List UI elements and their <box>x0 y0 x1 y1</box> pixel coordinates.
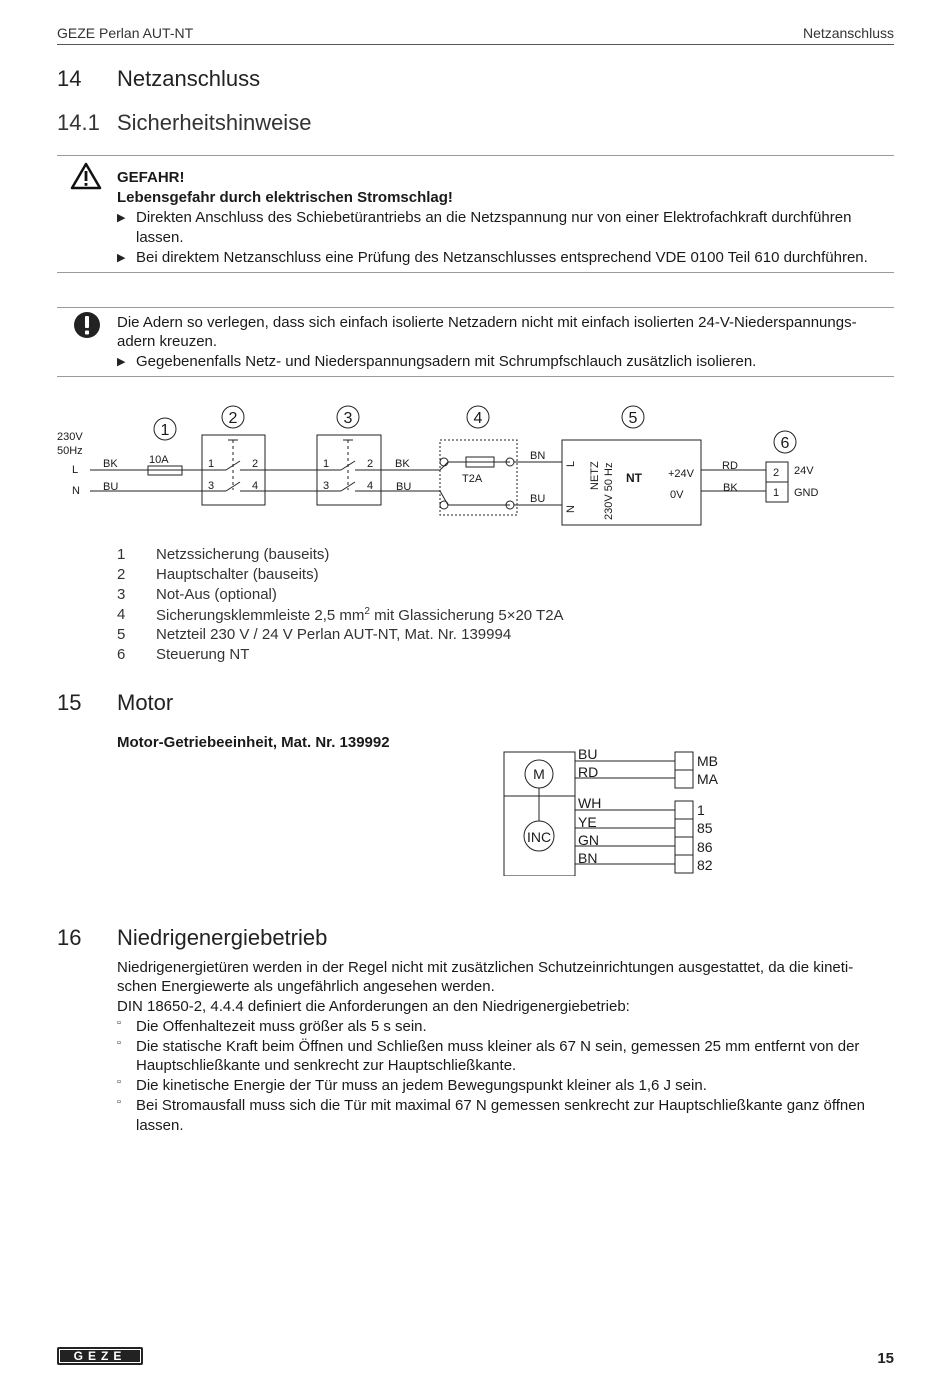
section-15-title: Motor <box>117 690 174 715</box>
notice-bottom-rule <box>57 376 894 377</box>
psu-plus24v-label: +24V <box>668 468 694 480</box>
control-terminal-1: 1 <box>773 487 780 499</box>
marker-4: 4 <box>473 410 483 427</box>
section-16-bullet-2-line-1: Die statische Kraft beim Öffnen und Schließen muss kleiner als 67 N sein, gemessen 25 mm entfernt von der <box>136 1038 860 1055</box>
switch-3-terminal-4: 4 <box>367 480 374 492</box>
motor-terminal-label: 1 <box>697 802 705 818</box>
page-number: 15 <box>877 1350 894 1367</box>
legend-number: 1 <box>117 546 126 563</box>
section-16-title: Niedrigenergiebetrieb <box>117 925 328 950</box>
danger-bullet-1-line-2: lassen. <box>136 229 184 246</box>
section-16-bullet-2-line-2: Hauptschließkante und senkrecht zur Hauptschließkante. <box>136 1057 517 1074</box>
section-16-paragraph-1-line-1: Niedrigenergietüren werden in der Regel nicht mit zusätzlichen Schutzeinrichtungen ausgestattet, da die kineti- <box>117 959 854 976</box>
header-left: GEZE Perlan AUT-NT <box>57 25 194 41</box>
legend-text: Steuerung NT <box>156 646 250 663</box>
motor-diagram <box>500 746 730 876</box>
motor-M-label: M <box>533 766 545 782</box>
legend-text: Netzssicherung (bauseits) <box>156 546 330 563</box>
section-14-number: 14 <box>57 66 82 91</box>
legend-text: Netzteil 230 V / 24 V Perlan AUT-NT, Mat. Nr. 139994 <box>156 626 512 643</box>
legend-text: Not-Aus (optional) <box>156 586 277 603</box>
danger-bullet-1-line-1: Direkten Anschluss des Schiebetürantriebs an die Netzspannung nur von einer Elektrofachkraft durchführen <box>136 209 852 226</box>
section-16-bullet-4-line-1: Bei Stromausfall muss sich die Tür mit maximal 67 N gemessen senkrecht zur Hauptschließkante ganz öffnen <box>136 1097 865 1114</box>
supply-frequency-label: 50Hz <box>57 445 83 457</box>
section-16-number: 16 <box>57 925 82 950</box>
supply-voltage-label: 230V <box>57 431 83 443</box>
square-bullet-icon: ▫ <box>117 1017 121 1029</box>
header-rule <box>57 44 894 45</box>
motor-wire-label: YE <box>578 814 597 830</box>
psu-NT-label: NT <box>626 471 642 485</box>
section-14-title: Netzanschluss <box>117 66 261 91</box>
legend-text-post: mit Glassicherung 5×20 T2A <box>369 607 564 624</box>
legend-superscript: 2 <box>364 606 370 617</box>
section-16-bullet-4-line-2: lassen. <box>136 1117 184 1134</box>
square-bullet-icon: ▫ <box>117 1037 121 1049</box>
danger-bullet-2: Bei direktem Netzanschluss eine Prüfung des Netzanschlusses entsprechend VDE 0100 Teil 610 durchführen. <box>136 249 868 266</box>
danger-bottom-rule <box>57 272 894 273</box>
legend-number: 3 <box>117 586 126 603</box>
switch-2-terminal-2: 2 <box>252 458 259 470</box>
marker-5: 5 <box>628 410 638 427</box>
notice-top-rule <box>57 307 894 308</box>
wire-BK-label: BK <box>395 458 410 470</box>
control-gnd-label: GND <box>794 487 819 499</box>
fuse-10A-label: 10A <box>149 454 169 466</box>
square-bullet-icon: ▫ <box>117 1076 121 1088</box>
triangle-bullet-icon: ▶ <box>117 252 126 264</box>
motor-wire-label: WH <box>578 795 602 811</box>
marker-2: 2 <box>228 410 238 427</box>
wire-BK-label: BK <box>723 482 738 494</box>
control-24v-label: 24V <box>794 465 814 477</box>
legend-number: 2 <box>117 566 126 583</box>
section-16-bullet-1: Die Offenhaltezeit muss größer als 5 s sein. <box>136 1018 427 1035</box>
motor-terminal-label: MA <box>697 771 718 787</box>
motor-subheading: Motor-Getriebeeinheit, Mat. Nr. 139992 <box>117 734 390 751</box>
control-terminal-2: 2 <box>773 467 780 479</box>
marker-6: 6 <box>780 435 790 452</box>
neutral-N-label: N <box>72 485 80 497</box>
wire-BN-label: BN <box>530 450 546 462</box>
psu-N-label: N <box>565 505 577 513</box>
geze-logo <box>57 1347 143 1365</box>
motor-INC-label: INC <box>526 829 552 845</box>
section-14-1-number: 14.1 <box>57 110 100 135</box>
legend-number: 4 <box>117 606 126 623</box>
header-right: Netzanschluss <box>802 25 894 41</box>
danger-subtitle: Lebensgefahr durch elektrischen Stromschlag! <box>117 189 453 206</box>
fuse-T2A-label: T2A <box>462 473 483 485</box>
warning-triangle-icon <box>70 162 102 190</box>
wire-RD-label: RD <box>722 460 738 472</box>
notice-bullet: Gegebenenfalls Netz- und Niederspannungsadern mit Schrumpfschlauch zusätzlich isolieren. <box>136 353 757 370</box>
danger-top-rule <box>57 155 894 156</box>
wire-BK-label: BK <box>103 458 118 470</box>
switch-2-terminal-1: 1 <box>208 458 215 470</box>
wire-BU-label: BU <box>103 481 119 493</box>
notice-line-2: adern kreuzen. <box>117 333 218 350</box>
triangle-bullet-icon: ▶ <box>117 356 126 368</box>
section-16-paragraph-1-line-2: schen Energiewerte als ungefährlich angesehen werden. <box>117 978 495 995</box>
section-14-1-title: Sicherheitshinweise <box>117 110 312 135</box>
psu-L-label: L <box>565 460 577 467</box>
section-15-number: 15 <box>57 690 82 715</box>
switch-2-terminal-4: 4 <box>252 480 259 492</box>
motor-terminal-label: 86 <box>697 839 713 855</box>
motor-wire-label: RD <box>578 764 599 780</box>
motor-terminal-label: MB <box>697 753 718 769</box>
legend-text-pre: Sicherungsklemmleiste 2,5 mm <box>156 607 365 624</box>
legend-number: 6 <box>117 646 126 663</box>
motor-terminal-label: 82 <box>697 857 713 873</box>
phase-L-label: L <box>72 464 79 476</box>
legend-text <box>156 606 564 624</box>
marker-1: 1 <box>160 422 170 439</box>
psu-netz-label: NETZ <box>589 461 601 490</box>
notice-line-1: Die Adern so verlegen, dass sich einfach isolierte Netzadern nicht mit einfach isolierten 24-V-Niederspannungs- <box>117 314 857 331</box>
triangle-bullet-icon: ▶ <box>117 212 126 224</box>
motor-wire-label: GN <box>578 832 599 848</box>
switch-3-terminal-3: 3 <box>323 480 330 492</box>
switch-2-terminal-3: 3 <box>208 480 215 492</box>
wire-BU-label: BU <box>530 493 546 505</box>
danger-title: GEFAHR! <box>117 169 185 186</box>
exclamation-circle-icon <box>73 311 101 339</box>
square-bullet-icon: ▫ <box>117 1096 121 1108</box>
psu-netz-spec-label: 230V 50 Hz <box>603 462 615 520</box>
switch-3-terminal-1: 1 <box>323 458 330 470</box>
motor-terminal-label: 85 <box>697 820 713 836</box>
section-16-paragraph-2: DIN 18650-2, 4.4.4 definiert die Anforderungen an den Niedrigenergiebetrieb: <box>117 998 630 1015</box>
marker-3: 3 <box>343 410 353 427</box>
wire-BU-label: BU <box>396 481 412 493</box>
wiring-diagram <box>0 395 950 540</box>
switch-3-terminal-2: 2 <box>367 458 374 470</box>
legend-text: Hauptschalter (bauseits) <box>156 566 319 583</box>
motor-wire-label: BU <box>578 746 598 762</box>
geze-logo-text: GEZE <box>59 1349 141 1363</box>
section-16-bullet-3: Die kinetische Energie der Tür muss an jedem Bewegungspunkt kleiner als 1,6 J sein. <box>136 1077 707 1094</box>
motor-wire-label: BN <box>578 850 598 866</box>
psu-0v-label: 0V <box>670 489 684 501</box>
legend-number: 5 <box>117 626 126 643</box>
